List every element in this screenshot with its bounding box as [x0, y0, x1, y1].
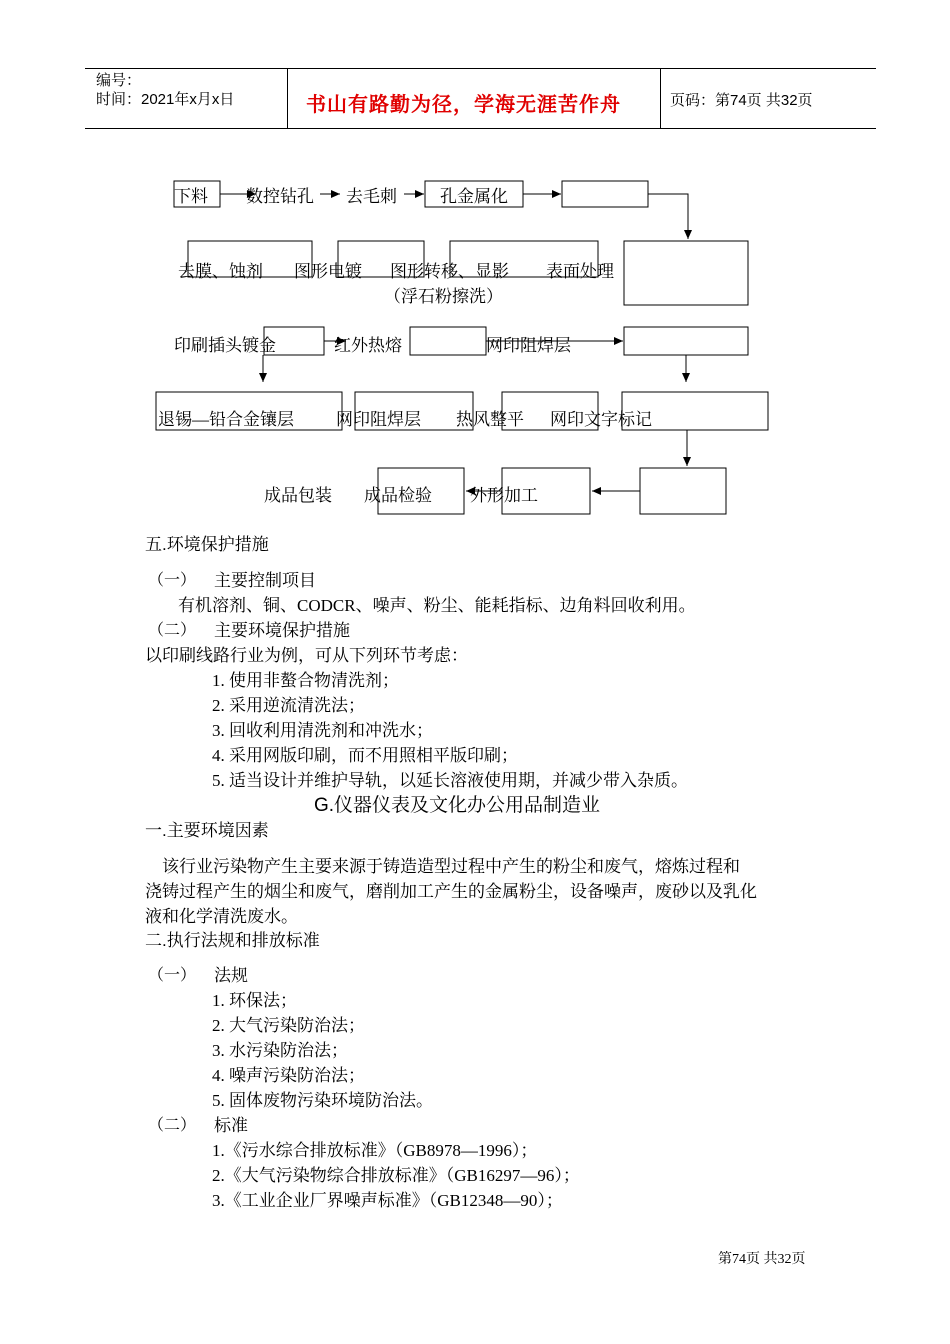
- list-item: 4. 采用网版印刷，而不用照相平版印刷；: [212, 746, 518, 765]
- subsection-label: （二）: [148, 622, 197, 639]
- flow-label-surface-treatment: 表面处理: [546, 262, 614, 281]
- flow-label-cnc-drilling: 数控钻孔: [246, 187, 314, 206]
- list-item: 3. 回收利用清洗剂和冲洗水；: [212, 721, 433, 740]
- section-heading: 一.主要环境因素: [145, 821, 269, 840]
- subsection-label: （一）: [148, 967, 197, 984]
- list-item: 1. 使用非螯合物清洗剂；: [212, 671, 399, 690]
- flow-label-screen-solder-mask: 网印阻焊层: [486, 336, 571, 355]
- flow-label-deburring: 去毛刺: [346, 187, 397, 206]
- document-time-label: 时间：2021年x月x日: [96, 91, 235, 108]
- subsection-label: （二）: [148, 1117, 197, 1134]
- list-item: 2. 采用逆流清洗法；: [212, 696, 365, 715]
- flow-label-inspection: 成品检验: [364, 486, 432, 505]
- chapter-title: G.仪器仪表及文化办公用品制造业: [314, 795, 601, 816]
- document-number-label: 编号：: [96, 72, 142, 89]
- list-item: 3. 水污染防治法；: [212, 1041, 348, 1060]
- flow-label-gold-plating: 印刷插头镀金: [174, 336, 276, 355]
- flow-label-packaging: 成品包装: [264, 486, 332, 505]
- flow-arrow: [648, 194, 688, 239]
- subsection-title: 主要环境保护措施: [214, 621, 350, 640]
- flow-label-pumice-note: （浮石粉擦洗）: [384, 287, 503, 306]
- list-item: 2.《大气污染物综合排放标准》（GB16297—96）；: [212, 1166, 580, 1185]
- flow-label-pattern-transfer: 图形转移、显影: [390, 262, 509, 281]
- flow-label-metallization: 孔金属化: [440, 187, 508, 206]
- flow-label-pattern-plating: 图形电镀: [294, 262, 362, 281]
- paragraph: 有机溶剂、铜、CODCR、噪声、粉尘、能耗指标、边角料回收利用。: [178, 596, 696, 615]
- flow-box-empty-2: [624, 241, 748, 305]
- flow-label-text-marking: 网印文字标记: [550, 410, 652, 429]
- header-motto: 书山有路勤为径，学海无涯苦作舟: [306, 94, 621, 116]
- subsection-title: 主要控制项目: [214, 571, 316, 590]
- paragraph: 以印刷线路行业为例，可从下列环节考虑：: [145, 646, 468, 665]
- section-heading: 五.环境保护措施: [145, 535, 269, 554]
- paragraph-line: 浇铸过程产生的烟尘和废气，磨削加工产生的金属粉尘，设备噪声，废砂以及乳化: [145, 882, 757, 901]
- flow-label-tin-lead: 退锡—铅合金镶层: [158, 410, 294, 429]
- section-heading: 二.执行法规和排放标准: [145, 931, 320, 950]
- paragraph-line: 该行业污染物产生主要来源于铸造造型过程中产生的粉尘和废气，熔炼过程和: [162, 857, 740, 876]
- flow-label-film-removal: 去膜、蚀剂: [178, 262, 263, 281]
- flow-label-cutting: 下料: [174, 187, 208, 206]
- flow-box-row3-b: [410, 327, 486, 355]
- flow-box-empty-3: [624, 327, 748, 355]
- flow-box-empty-4: [640, 468, 726, 514]
- flow-box-empty-1: [562, 181, 648, 207]
- paragraph-line: 液和化学清洗废水。: [145, 907, 298, 926]
- flow-label-infrared-reflow: 红外热熔: [334, 336, 402, 355]
- flow-label-solder-mask-2: 网印阻焊层: [336, 410, 421, 429]
- list-item: 1.《污水综合排放标准》（GB8978—1996）；: [212, 1141, 538, 1160]
- list-item: 2. 大气污染防治法；: [212, 1016, 365, 1035]
- list-item: 5. 固体废物污染环境防治法。: [212, 1091, 433, 1110]
- flow-label-shape-processing: 外形加工: [470, 486, 538, 505]
- page-footer: 第74页 共32页: [718, 1252, 806, 1267]
- list-item: 1. 环保法；: [212, 991, 297, 1010]
- list-item: 3.《工业企业厂界噪声标准》（GB12348—90）；: [212, 1191, 563, 1210]
- header-page-number: 页码：第74页 共32页: [670, 92, 813, 109]
- flow-label-hot-air: 热风整平: [456, 410, 524, 429]
- subsection-title: 标准: [214, 1116, 248, 1135]
- subsection-label: （一）: [148, 572, 197, 589]
- list-item: 4. 噪声污染防治法；: [212, 1066, 365, 1085]
- subsection-title: 法规: [214, 966, 248, 985]
- list-item: 5. 适当设计并维护导轨，以延长溶液使用期，并减少带入杂质。: [212, 771, 688, 790]
